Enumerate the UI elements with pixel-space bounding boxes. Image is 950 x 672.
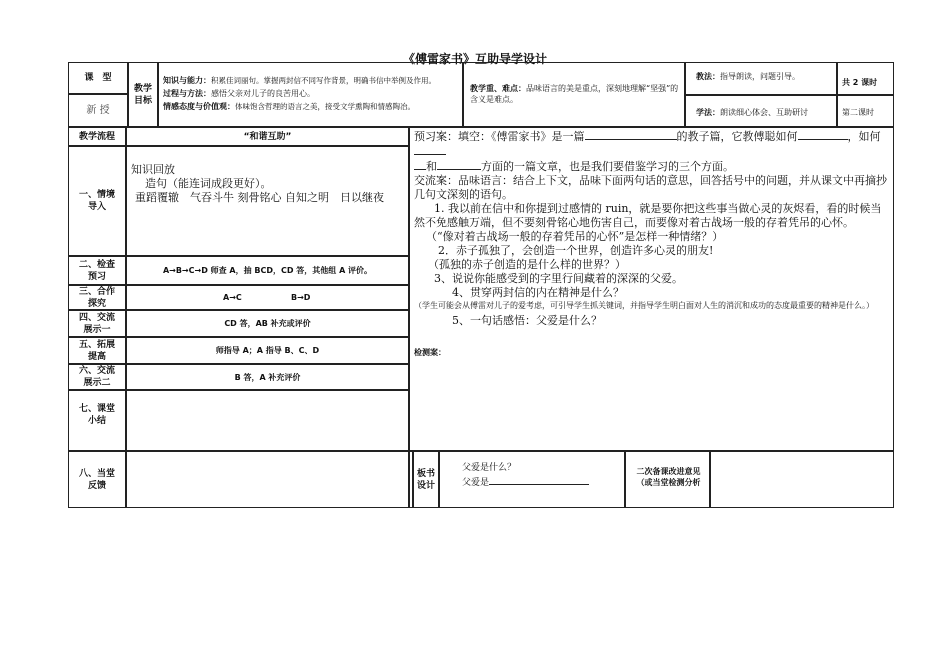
question-1-prompt: （“像对着古战场一般的存着凭吊的心怀”是怎样一种情绪？） xyxy=(426,230,724,243)
question-2-prompt: （孤独的赤子创造的是什么样的世界？） xyxy=(428,258,626,271)
explore-group-ac: A→C xyxy=(223,293,242,302)
row-label-intro: 一、情境导入 xyxy=(68,146,126,256)
blank-2 xyxy=(798,129,848,140)
key-points-title: 教学重、难点： xyxy=(470,84,526,93)
check-label: 检测案： xyxy=(414,348,446,357)
intro-instruction: 造句（能连词成段更好）。 xyxy=(145,177,272,190)
intro-words: 重蹈覆辙 气吞斗牛 刻骨铭心 自知之明 日以继夜 xyxy=(135,191,384,204)
intro-content xyxy=(126,146,409,256)
explore-content xyxy=(126,285,409,310)
row-label-explore: 三、合作探究 xyxy=(68,285,126,310)
question-3: 3、说说你能感受到的字里行间藏着的深深的父爱。 xyxy=(434,272,683,285)
extend-content: 师指导 A；A 指导 B、C、D xyxy=(126,337,409,364)
row-label-summary: 七、课堂小结 xyxy=(68,390,126,451)
intro-heading: 知识回放 xyxy=(131,163,175,176)
question-4-note: （学生可能会从傅雷对儿子的爱考虑，可引导学生抓关键词，并指导学生明白面对人生的消沉和成功的态度最重要的精神是什么。） xyxy=(414,301,874,310)
study-method-text: 朗读细心体会、互助研讨 xyxy=(720,108,808,117)
objective-1-title: 知识与能力： xyxy=(163,76,211,85)
exchange-intro: 交流案：品味语言：结合上下文，品味下面两句话的意思，回答括号中的问题，并从课文中再摘抄几句文深刻的语句。 xyxy=(414,174,887,201)
board-label: 板书设计 xyxy=(413,451,439,508)
preview-text-d: 和 xyxy=(426,160,437,173)
row-label-share-2: 六、交流展示二 xyxy=(68,364,126,390)
objective-3-text: 体味饱含哲理的语言之美，接受文学熏陶和情感陶冶。 xyxy=(235,102,415,111)
objective-3-title: 情感态度与价值观： xyxy=(163,102,235,111)
study-method-label: 学法： xyxy=(696,108,720,117)
preview-fill-blank xyxy=(414,129,889,174)
board-content xyxy=(439,451,625,508)
blank-3 xyxy=(414,144,446,155)
question-5: 5、一句话感悟：父爱是什么？ xyxy=(452,314,602,327)
blank-4 xyxy=(414,159,426,170)
page-title: 《傅雷家书》互助导学设计 xyxy=(402,52,547,66)
row-label-preview: 二、检查预习 xyxy=(68,256,126,285)
board-line-1: 父爱是什么？ xyxy=(462,463,517,473)
objective-2-title: 过程与方法： xyxy=(163,89,211,98)
revise-content xyxy=(710,451,894,508)
share-1-content: CD 答，AB 补充或评价 xyxy=(126,310,409,337)
objectives-cell xyxy=(158,62,463,127)
row-label-share-1: 四、交流展示一 xyxy=(68,310,126,337)
hours-cell: 共 2 课时 xyxy=(837,62,894,95)
right-panel xyxy=(409,127,894,451)
course-type-label: 课 型 xyxy=(68,62,128,94)
row-label-extend: 五、拓展提高 xyxy=(68,337,126,364)
objective-1-text: 积累佳词丽句。掌握两封信不同写作背景，明确书信中举例及作用。 xyxy=(211,76,436,85)
blank-5 xyxy=(437,159,481,170)
study-method-cell xyxy=(685,95,837,127)
summary-content xyxy=(126,390,409,451)
feedback-label: 八、当堂反馈 xyxy=(68,451,126,508)
share-2-content: B 答，A 补充评价 xyxy=(126,364,409,390)
lesson-cell: 第二课时 xyxy=(837,95,894,127)
board-blank xyxy=(489,474,589,485)
board-line-2: 父爱是 xyxy=(462,478,490,488)
question-4: 4、贯穿两封信的内在精神是什么？ xyxy=(452,286,624,299)
preview-text-b: 的教子篇，它教傅聪如何 xyxy=(676,130,798,143)
key-points-text: 品味语言的美是重点，深刻地理解“坚强”的含义是难点。 xyxy=(470,84,679,104)
preview-content: A→B→C→D 师查 A，抽 BCD，CD 答，其他组 A 评价。 xyxy=(126,256,409,285)
course-type-value: 新 授 xyxy=(68,94,128,127)
preview-text-a: 预习案：填空：《傅雷家书》是一篇 xyxy=(414,130,585,143)
feedback-content xyxy=(126,451,409,508)
method-cell xyxy=(685,62,837,95)
objectives-label: 教学目标 xyxy=(128,62,158,127)
preview-text-e: 方面的一篇文章，也是我们要借鉴学习的三个方面。 xyxy=(481,160,734,173)
mid-column-header: “和谐互助” xyxy=(126,127,409,146)
flow-column-header: 教学流程 xyxy=(68,127,126,146)
method-label: 教法： xyxy=(696,72,720,81)
explore-group-bd: B→D xyxy=(291,293,311,302)
question-1: 1. 我以前在信中和你提到过感情的 ruin，就是要你把这些事当做心灵的灰烬看，看的时候当然不免感触万端，但不要刻骨铭心地伤害自己，而要像对着古战场一般的存着凭吊的心怀。 xyxy=(414,202,882,229)
question-2: 2．赤子孤独了，会创造一个世界，创造许多心灵的朋友! xyxy=(438,244,714,257)
key-points-cell xyxy=(463,62,685,127)
preview-text-c: ，如何 xyxy=(847,130,881,143)
objective-2-text: 感悟父亲对儿子的良苦用心。 xyxy=(211,89,315,98)
revise-label: 二次备课改进意见（或当堂检测分析 xyxy=(625,451,710,508)
blank-1 xyxy=(585,129,677,140)
method-text: 指导朗读，问题引导。 xyxy=(720,72,800,81)
